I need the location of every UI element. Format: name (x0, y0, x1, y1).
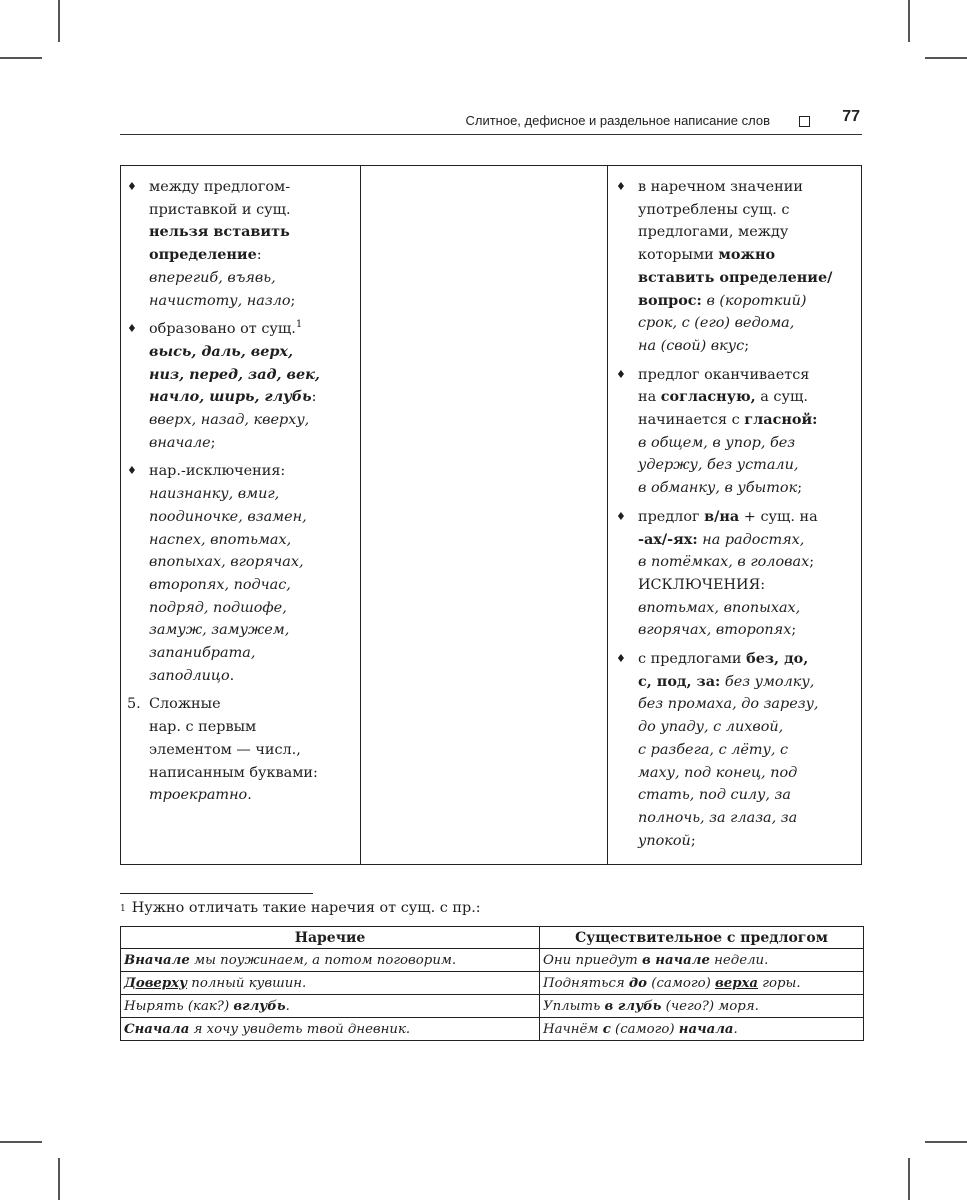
text-run: (самого) (610, 1021, 679, 1037)
text-line (638, 506, 859, 529)
middle-column (361, 166, 608, 864)
text-run: + сущ. на (739, 508, 818, 525)
bullet-icon: ♦ (127, 180, 137, 193)
bullet-icon: ♦ (616, 509, 626, 523)
rule-item (127, 460, 356, 687)
text-run: вставить определение/ (638, 268, 833, 286)
text-run: а сущ. (755, 389, 808, 406)
text-run: Сложные (149, 696, 221, 713)
text-run: определение (149, 246, 257, 264)
left-column (121, 166, 361, 864)
text-run: ; (210, 434, 216, 451)
text-run: с (602, 1021, 611, 1037)
crop-mark (925, 57, 967, 59)
text-run: приставкой и сущ. (149, 201, 291, 218)
text-run: можно (718, 246, 776, 264)
text-line (638, 364, 859, 387)
text-run: в начале (641, 952, 710, 968)
text-run: верха (715, 975, 759, 991)
footnote-table (120, 926, 864, 1041)
text-run: ; (290, 292, 296, 309)
text-run: начинается с (638, 412, 745, 429)
text-line (149, 716, 356, 739)
text-run: впотьмах, впопыхах, (638, 599, 801, 616)
text-run: которыми (638, 247, 719, 264)
rule-item (127, 176, 356, 312)
text-run: нар.-исключения: (149, 463, 286, 480)
text-line (638, 477, 859, 500)
text-run: горы. (758, 975, 801, 991)
text-run: наизнанку, вмиг, (149, 486, 280, 503)
right-column (608, 166, 861, 864)
text-run: . (247, 787, 252, 804)
text-run: на (свой) вкус (638, 337, 745, 354)
text-run: мы поужинаем, а потом поговорим. (189, 952, 457, 968)
noun-cell (540, 949, 864, 972)
text-run: наспех, впотьмах, (149, 531, 292, 548)
text-line (638, 762, 859, 785)
text-run: . (733, 1021, 738, 1037)
text-line (638, 739, 859, 762)
text-run: начала (678, 1021, 734, 1037)
text-line (149, 762, 356, 785)
text-run: нельзя вставить (149, 223, 290, 241)
text-line (149, 244, 356, 267)
footnote-table-body (121, 949, 864, 1041)
text-line (149, 665, 356, 688)
text-line (149, 529, 356, 552)
text-run: недели. (709, 952, 769, 968)
text-run: до упаду, с лихвой, (638, 719, 784, 736)
text-run: употреблены сущ. с (638, 201, 790, 218)
text-line (149, 574, 356, 597)
text-run: ; (690, 832, 696, 849)
text-line (638, 176, 859, 199)
text-run: срок, с (его) ведома, (638, 315, 795, 332)
adverb-cell (121, 949, 540, 972)
text-run: запанибрата, (149, 645, 256, 662)
text-line (638, 716, 859, 739)
text-line (149, 290, 356, 313)
text-line (149, 460, 356, 483)
text-run: начло, ширь, глубь (149, 388, 312, 406)
text-run: с разбега, с лёту, с (638, 741, 789, 758)
text-run: Уплыть (543, 998, 605, 1014)
text-line (638, 244, 859, 267)
text-run: элементом — числ., (149, 741, 301, 758)
footnote-text: Нужно отличать такие наречия от сущ. с пр.: (131, 900, 481, 916)
bullet-icon: ♦ (616, 367, 626, 381)
text-run: в/на (704, 507, 740, 525)
text-run: предлог (638, 508, 705, 525)
text-line (149, 642, 356, 665)
text-line (149, 597, 356, 620)
text-run: без умолку, (720, 673, 815, 690)
text-line (638, 574, 859, 597)
text-line (149, 693, 356, 716)
text-run: я хочу увидеть твой дневник. (189, 1021, 411, 1037)
rule-item (127, 318, 356, 454)
text-line (638, 529, 859, 552)
text-run: впопыхах, вгорячах, (149, 554, 304, 571)
text-run: предлогами, между (638, 224, 789, 241)
text-line (149, 551, 356, 574)
text-run: упокой (638, 832, 691, 849)
text-run: образовано от сущ. (149, 321, 296, 338)
text-run: без, до, (746, 650, 809, 668)
text-line (638, 432, 859, 455)
text-line (638, 671, 859, 694)
text-line (149, 506, 356, 529)
text-line (638, 454, 859, 477)
text-run: вверх, назад, кверху, (149, 412, 310, 429)
text-run: в наречном значении (638, 179, 803, 195)
bullet-icon: ♦ (616, 180, 626, 193)
table-row (121, 1018, 864, 1041)
text-run: Доверху (124, 975, 188, 991)
footnote-mark: 1 (120, 904, 126, 914)
text-run: поодиночке, взамен, (149, 508, 307, 525)
text-line (638, 290, 859, 313)
text-run: маху, под конец, под (638, 764, 798, 781)
text-run: Нырять (как?) (124, 998, 234, 1014)
noun-cell (540, 972, 864, 995)
running-title: Слитное, дефисное и раздельное написание слов (465, 113, 770, 128)
text-line (149, 483, 356, 506)
text-run: Начнём (543, 1021, 603, 1037)
text-line (149, 221, 356, 244)
column-header: Наречие (121, 927, 540, 949)
text-run: . (229, 667, 235, 684)
text-run: полный кувшин. (187, 975, 307, 991)
text-run: подряд, подшофе, (149, 599, 287, 616)
noun-cell (540, 995, 864, 1018)
text-run: в глубь (604, 998, 662, 1014)
text-run: ИСКЛЮЧЕНИЯ: (638, 576, 766, 593)
text-line (149, 176, 356, 199)
table-row (121, 995, 864, 1018)
text-line (149, 267, 356, 290)
crop-mark (0, 1141, 42, 1143)
text-run: написанным буквами: (149, 764, 318, 781)
text-run: в обманку, в убыток (638, 480, 798, 497)
text-run: вглубь (233, 998, 286, 1014)
text-line (149, 386, 356, 409)
crop-mark (908, 1158, 910, 1200)
column-header: Существительное с предлогом (540, 927, 864, 949)
text-run: 1 (295, 319, 303, 331)
text-run: вначале (149, 434, 211, 451)
text-run: начистоту, назло (149, 292, 291, 309)
text-run: между предлогом- (149, 179, 291, 195)
rule-item (616, 364, 859, 500)
text-run: ; (797, 480, 803, 497)
text-line (638, 619, 859, 642)
text-line (638, 221, 859, 244)
bullet-icon: ♦ (616, 652, 626, 666)
text-line (638, 199, 859, 222)
text-run: в общем, в упор, без (638, 434, 796, 451)
adverb-cell (121, 1018, 540, 1041)
adverb-cell (121, 995, 540, 1018)
text-run: в (короткий) (701, 292, 807, 309)
rule-item (616, 506, 859, 642)
crop-mark (908, 0, 910, 42)
text-run: с предлогами (638, 651, 747, 668)
text-run: Подняться (543, 975, 629, 991)
text-run: с, под, за: (638, 672, 721, 690)
text-run: удержу, без устали, (638, 457, 799, 474)
rule-item (616, 176, 859, 358)
item-number: 5. (127, 696, 141, 713)
text-run: : (256, 247, 262, 264)
text-run: вперегиб, въявь, (149, 269, 276, 286)
text-run: без промаха, до зарезу, (638, 696, 819, 713)
crop-mark (925, 1141, 967, 1143)
rules-table (120, 165, 862, 865)
running-header (120, 104, 862, 135)
text-line (638, 597, 859, 620)
text-line (149, 318, 356, 341)
noun-cell (540, 1018, 864, 1041)
text-run: Вначале (124, 952, 190, 968)
text-run: предлог оканчивается (638, 366, 810, 383)
table-row (121, 972, 864, 995)
text-run: полночь, за глаза, за (638, 809, 798, 826)
text-line (638, 807, 859, 830)
text-run: нар. с первым (149, 719, 257, 736)
crop-mark (58, 0, 60, 42)
text-line (638, 784, 859, 807)
footnote-table-header (121, 927, 864, 949)
text-line (638, 648, 859, 671)
text-run: ; (744, 337, 750, 354)
text-run: (самого) (647, 975, 716, 991)
text-run: Сначала (124, 1021, 190, 1037)
text-line (149, 341, 356, 364)
page-number: 77 (842, 108, 860, 125)
text-line (149, 364, 356, 387)
bullet-icon: ♦ (127, 322, 137, 336)
text-run: в потёмках, в головах (638, 554, 810, 571)
text-run: до (628, 975, 648, 991)
text-line (638, 312, 859, 335)
text-run: на (638, 389, 661, 406)
text-line (638, 551, 859, 574)
text-run: ; (791, 622, 797, 639)
text-run: . (285, 998, 290, 1014)
text-run: -ах/-ях: (638, 530, 698, 548)
adverb-cell (121, 972, 540, 995)
rule-item (616, 648, 859, 852)
text-line (149, 784, 356, 807)
square-icon (799, 116, 810, 127)
text-run: (чего?) моря. (661, 998, 759, 1014)
bullet-icon: ♦ (127, 464, 137, 478)
text-run: замуж, замужем, (149, 622, 290, 639)
footnote (120, 897, 481, 919)
crop-mark (58, 1158, 60, 1200)
text-line (149, 432, 356, 455)
text-run: : (311, 389, 317, 406)
rule-item (127, 693, 356, 807)
crop-mark (0, 57, 42, 59)
text-line (638, 693, 859, 716)
text-line (149, 739, 356, 762)
text-line (149, 619, 356, 642)
text-line (638, 267, 859, 290)
text-run: Они приедут (543, 952, 642, 968)
text-run: низ, перед, зад, век, (149, 365, 320, 383)
text-run: ; (809, 554, 815, 571)
text-run: троекратно (149, 787, 248, 804)
text-line (638, 386, 859, 409)
text-run: на радостях, (697, 531, 805, 548)
text-line (638, 830, 859, 853)
text-run: заподлицо (149, 667, 230, 684)
text-line (149, 199, 356, 222)
text-line (149, 409, 356, 432)
text-run: второпях, подчас, (149, 576, 291, 593)
text-line (638, 409, 859, 432)
text-run: стать, под силу, за (638, 787, 791, 804)
text-run: вгорячах, второпях (638, 622, 792, 639)
table-row (121, 949, 864, 972)
text-run: вопрос: (638, 291, 702, 309)
footnote-rule (120, 893, 313, 894)
text-run: высь, даль, верх, (149, 342, 294, 360)
text-run: гласной: (744, 411, 818, 429)
text-line (638, 335, 859, 358)
text-run: согласную, (660, 388, 756, 406)
